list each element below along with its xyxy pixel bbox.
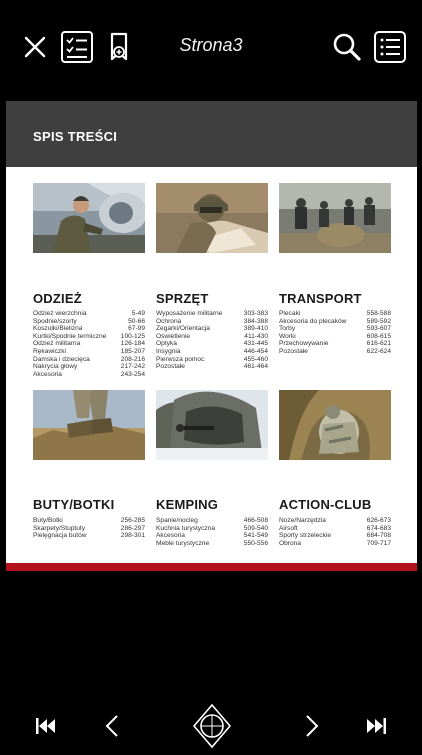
- item-label: Worki: [279, 332, 296, 340]
- category-list-clothing: [33, 310, 145, 378]
- previous-page-icon[interactable]: [92, 706, 132, 746]
- item-pages: 608-615: [366, 332, 391, 340]
- item-label: Pierwsza pomoc: [156, 355, 205, 363]
- item-pages: 461-464: [243, 363, 268, 371]
- list-item[interactable]: [33, 325, 145, 333]
- category-list-camping: [156, 517, 268, 547]
- page-header: [6, 101, 417, 167]
- category-title-clothing[interactable]: ODZIEŻ: [33, 291, 82, 306]
- list-item[interactable]: [33, 525, 145, 533]
- item-label: Pozostałe: [156, 363, 185, 371]
- list-item[interactable]: [156, 348, 268, 356]
- list-item[interactable]: [156, 525, 268, 533]
- list-item[interactable]: [156, 532, 268, 540]
- list-item[interactable]: [156, 340, 268, 348]
- category-title-transport[interactable]: TRANSPORT: [279, 291, 362, 306]
- list-item[interactable]: [156, 517, 268, 525]
- next-page-icon[interactable]: [292, 706, 332, 746]
- list-item[interactable]: [33, 363, 145, 371]
- item-pages: 243-254: [120, 370, 145, 378]
- action-club-photo[interactable]: [279, 390, 391, 460]
- footwear-photo[interactable]: [33, 390, 145, 460]
- skip-to-first-icon[interactable]: [26, 706, 66, 746]
- list-item[interactable]: [156, 540, 268, 548]
- item-pages: 455-460: [243, 355, 268, 363]
- item-label: Noże/Narzędzia: [279, 517, 326, 524]
- category-title-footwear[interactable]: BUTY/BOTKI: [33, 497, 115, 512]
- item-label: Pozostałe: [279, 347, 308, 355]
- list-item[interactable]: [279, 333, 391, 341]
- item-label: Insygnia: [156, 347, 181, 355]
- list-item[interactable]: [33, 333, 145, 341]
- item-label: Odzież militarna: [33, 340, 81, 348]
- item-pages: 589-592: [366, 317, 391, 325]
- clothing-photo[interactable]: [33, 183, 145, 253]
- list-item[interactable]: [33, 517, 145, 525]
- list-item[interactable]: [279, 525, 391, 533]
- item-pages: 50-66: [128, 317, 145, 325]
- list-item[interactable]: [156, 310, 268, 318]
- item-pages: 541-549: [243, 532, 268, 540]
- item-label: Optyka: [156, 340, 177, 348]
- category-title-equipment[interactable]: SPRZĘT: [156, 291, 209, 306]
- item-label: Kuchnia turystyczna: [156, 524, 216, 532]
- list-item[interactable]: [33, 356, 145, 364]
- item-label: Sporty strzeleckie: [279, 532, 332, 540]
- item-label: Akcesoria: [156, 532, 185, 540]
- item-pages: 466-508: [243, 517, 268, 524]
- item-pages: 411-430: [244, 332, 268, 340]
- item-label: Pielęgnacja butów: [33, 532, 87, 540]
- item-label: Rękawiczki: [33, 347, 66, 355]
- skip-to-last-icon[interactable]: [356, 706, 396, 746]
- category-list-transport: [279, 310, 391, 356]
- item-pages: 709-717: [366, 539, 391, 547]
- camping-photo[interactable]: [156, 390, 268, 460]
- list-item[interactable]: [156, 363, 268, 371]
- item-label: Akcesoria: [33, 370, 62, 378]
- item-pages: 256-285: [120, 517, 145, 524]
- bookmark-add-icon[interactable]: [103, 30, 137, 64]
- search-icon[interactable]: [330, 30, 364, 64]
- item-label: Buty/Botki: [33, 517, 63, 524]
- list-item[interactable]: [156, 356, 268, 364]
- item-label: Oświetlenie: [156, 332, 191, 340]
- item-pages: 389-410: [243, 325, 268, 333]
- category-title-camping[interactable]: KEMPING: [156, 497, 219, 512]
- item-pages: 185-207: [120, 347, 145, 355]
- list-item[interactable]: [279, 532, 391, 540]
- list-item[interactable]: [33, 532, 145, 540]
- top-toolbar: [0, 0, 422, 96]
- page-overview-icon[interactable]: [190, 702, 234, 750]
- item-label: Damska i dziecięca: [33, 355, 90, 363]
- item-pages: 446-454: [243, 347, 268, 355]
- item-label: Wyposażenie militarne: [156, 310, 223, 317]
- close-icon[interactable]: [18, 30, 52, 64]
- item-label: Airsoft: [279, 524, 298, 532]
- item-label: Przechowywanie: [279, 340, 329, 348]
- equipment-photo[interactable]: [156, 183, 268, 253]
- item-pages: 298-301: [120, 532, 145, 540]
- list-item[interactable]: [279, 340, 391, 348]
- catalog-page[interactable]: [6, 101, 417, 571]
- list-item[interactable]: [279, 348, 391, 356]
- item-pages: 593-607: [366, 325, 391, 333]
- item-label: Skarpety/Stuptuty: [33, 524, 86, 532]
- list-item[interactable]: [279, 318, 391, 326]
- list-item[interactable]: [156, 333, 268, 341]
- item-pages: 208-216: [120, 355, 145, 363]
- item-pages: 684-708: [366, 532, 391, 540]
- item-label: Ochrona: [156, 317, 182, 325]
- item-pages: 550-556: [243, 539, 268, 547]
- item-pages: 558-588: [366, 310, 391, 317]
- category-list-footwear: [33, 517, 145, 540]
- page-footer-stripe: [6, 563, 417, 571]
- list-item[interactable]: [33, 310, 145, 318]
- bottom-navigation: [0, 690, 422, 750]
- item-label: Odzież wierzchnia: [33, 310, 87, 317]
- item-pages: 217-242: [120, 363, 145, 371]
- page-title: Strona3: [179, 35, 243, 55]
- item-label: Akcesoria do plecaków: [279, 317, 347, 325]
- item-label: Spodnie/szorty: [33, 317, 77, 325]
- list-item[interactable]: [33, 340, 145, 348]
- list-item[interactable]: [156, 325, 268, 333]
- list-item[interactable]: [156, 318, 268, 326]
- item-label: Spanie/nocleg: [156, 517, 198, 524]
- item-pages: 5-49: [131, 310, 145, 317]
- checklist-icon[interactable]: [60, 30, 94, 64]
- item-pages: 431-445: [243, 340, 268, 348]
- page-header-title: SPIS TREŚCI: [33, 129, 118, 144]
- category-title-action-club[interactable]: ACTION-CLUB: [279, 497, 372, 512]
- menu-list-icon[interactable]: [373, 30, 407, 64]
- list-item[interactable]: [33, 371, 145, 379]
- list-item[interactable]: [279, 517, 391, 525]
- item-pages: 303-383: [243, 310, 268, 317]
- list-item[interactable]: [33, 348, 145, 356]
- item-label: Obrona: [279, 539, 301, 547]
- item-pages: 286-297: [120, 524, 145, 532]
- transport-photo[interactable]: [279, 183, 391, 253]
- item-label: Koszulki/Bielizna: [33, 325, 83, 333]
- list-item[interactable]: [279, 540, 391, 548]
- item-pages: 622-624: [366, 347, 391, 355]
- list-item[interactable]: [33, 318, 145, 326]
- item-label: Plecaki: [279, 310, 301, 317]
- item-pages: 626-673: [366, 517, 391, 524]
- category-list-action-club: [279, 517, 391, 547]
- item-label: Torby: [279, 325, 296, 333]
- item-label: Meble turystyczne: [156, 539, 210, 547]
- item-pages: 509-540: [243, 524, 268, 532]
- item-pages: 384-388: [243, 317, 268, 325]
- item-label: Nakrycia głowy: [33, 363, 78, 371]
- item-pages: 616-621: [366, 340, 391, 348]
- item-pages: 67-99: [128, 325, 145, 333]
- item-label: Kurtki/Spodnie termiczne: [33, 332, 107, 340]
- list-item[interactable]: [279, 325, 391, 333]
- item-pages: 674-683: [366, 524, 391, 532]
- category-list-equipment: [156, 310, 268, 371]
- list-item[interactable]: [279, 310, 391, 318]
- item-label: Zegarki/Orientacja: [156, 325, 210, 333]
- item-pages: 100-125: [120, 332, 145, 340]
- item-pages: 126-184: [120, 340, 145, 348]
